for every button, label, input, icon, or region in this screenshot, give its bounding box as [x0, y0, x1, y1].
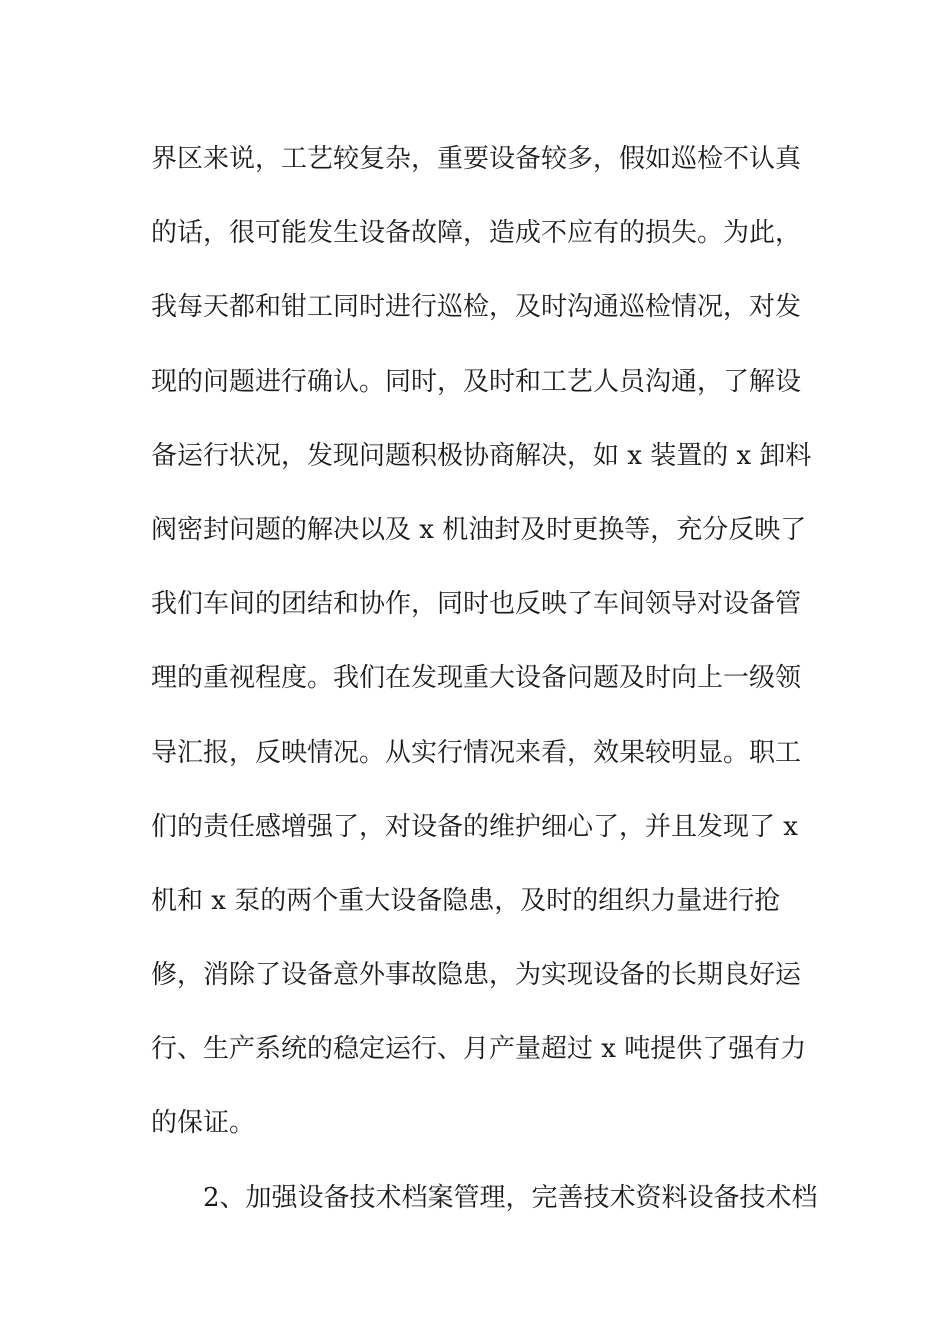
text-line: 的保证。	[151, 1108, 256, 1139]
text-line: 界区来说，工艺较复杂，重要设备较多，假如巡检不认真	[151, 144, 802, 174]
text-line: 的话，很可能发生设备故障，造成不应有的损失。为此，	[151, 218, 802, 249]
text-line: 修，消除了设备意外事故隐患，为实现设备的长期良好运	[151, 960, 802, 991]
text-line: 机和 x 泵的两个重大设备隐患，及时的组织力量进行抢	[151, 885, 781, 916]
text-line: 理的重视程度。我们在发现重大设备问题及时向上一级领	[151, 663, 802, 694]
text-line: 们的责任感增强了，对设备的维护细心了，并且发现了 x	[151, 811, 798, 842]
text-line: 备运行状况，发现问题积极协商解决，如 x 装置的 x 卸料	[151, 440, 812, 471]
text-line: 我们车间的团结和协作，同时也反映了车间领导对设备管	[151, 589, 802, 620]
section-heading-line: 2、加强设备技术档案管理，完善技术资料设备技术档	[203, 1182, 818, 1213]
text-line: 行、生产系统的稳定运行、月产量超过 x 吨提供了强有力	[151, 1034, 807, 1065]
text-line: 我每天都和钳工同时进行巡检，及时沟通巡检情况，对发	[151, 292, 802, 323]
text-line: 现的问题进行确认。同时，及时和工艺人员沟通，了解设	[151, 366, 802, 397]
body-text	[151, 133, 818, 1246]
text-line: 导汇报，反映情况。从实行情况来看，效果较明显。职工	[151, 737, 802, 768]
text-line: 阀密封问题的解决以及 x 机油封及时更换等，充分反映了	[151, 514, 807, 545]
